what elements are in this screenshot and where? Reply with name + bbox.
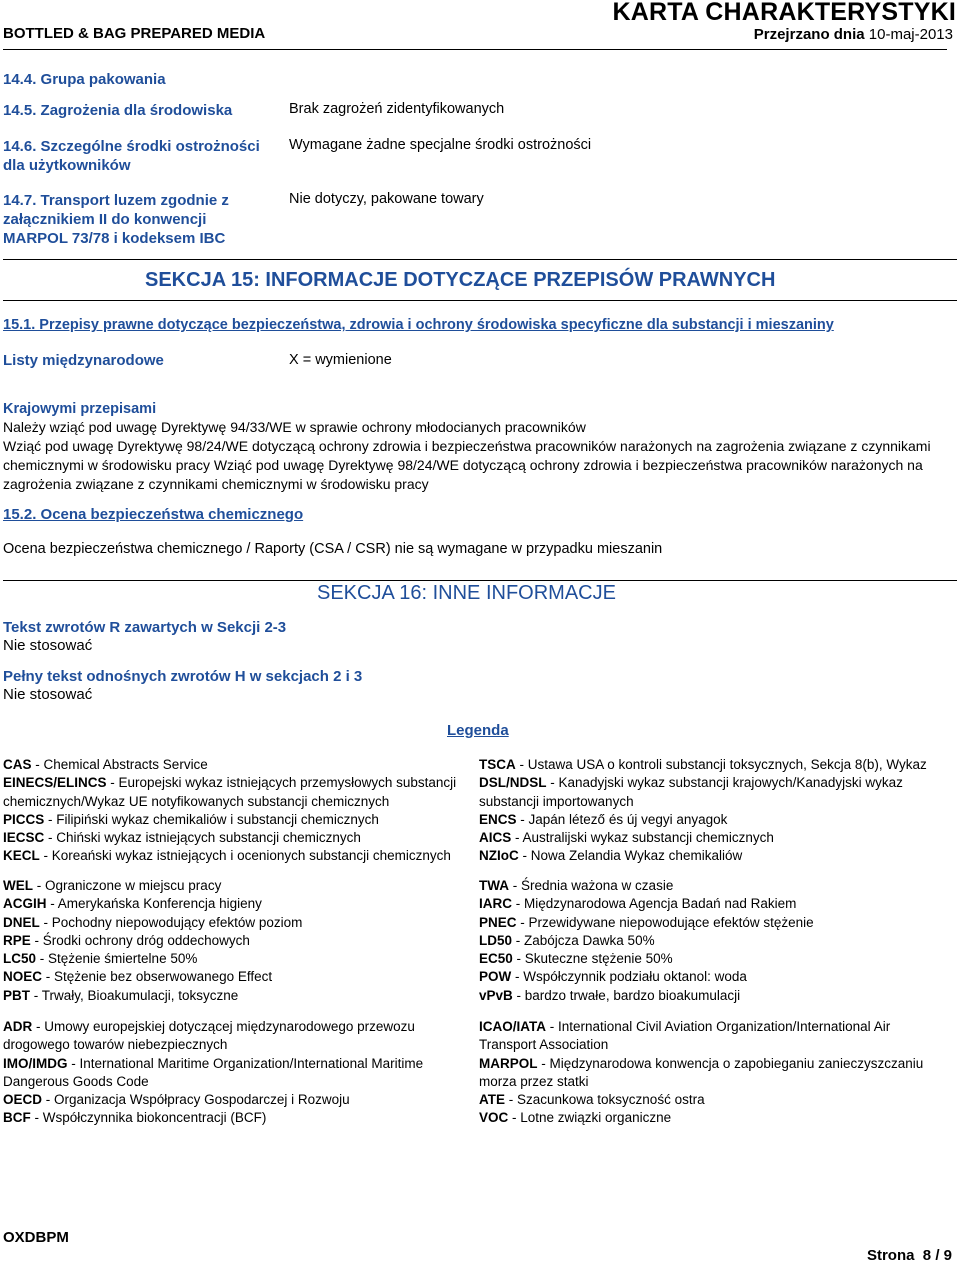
legend-definition: - Europejski wykaz istniejących przemysłowych substancji chemicznych/Wykaz UE notyfikowanych substancji chemicznych [3,775,457,809]
legend-abbreviation: VOC [479,1110,509,1126]
legend-abbreviation: ADR [3,1019,33,1034]
legend-abbreviation: TSCA [479,757,516,772]
legend-definition: - Umowy europejskiej dotyczącej międzynarodowego przewozu drogowego towarów niebezpiecznych [3,1019,415,1053]
legend-abbreviation: ATE [479,1092,505,1108]
legend-abbreviation: CAS [3,757,32,772]
legend-group1-right [479,756,955,866]
legend-abbreviation: IECSC [3,830,45,846]
value-14-6: Wymagane żadne specjalne środki ostrożności [289,137,592,153]
legend-abbreviation: LD50 [479,932,513,948]
international-lists-label: Listy międzynarodowe [3,352,164,369]
label-14-5: 14.5. Zagrożenia dla środowiska [3,102,233,119]
legend-entry [3,811,481,829]
section-16-top-rule [3,580,957,581]
legend-abbreviation: EC50 [479,951,513,967]
legend-abbreviation: EINECS/ELINCS [3,775,107,791]
label-14-4: 14.4. Grupa pakowania [3,71,166,88]
label-14-7-line1: 14.7. Transport luzem zgodnie z [3,192,229,209]
legend-definition: - Filipiński wykaz chemikaliów i substancji chemicznych [44,811,379,827]
legend-abbreviation: OECD [3,1092,43,1108]
legend-group1-left [3,756,481,866]
national-regulations-heading: Krajowymi przepisami [3,401,157,417]
legend-abbreviation: DSL/NDSL [479,775,547,791]
legend-definition: - Stężenie bez obserwowanego Effect [42,969,273,985]
legend-entry [479,1091,949,1109]
section-15-top-rule [3,259,957,260]
legend-abbreviation: RPE [3,932,31,948]
legend-entry [479,774,955,811]
legend-abbreviation: AICS [479,830,512,846]
legend-entry [479,847,955,865]
company-name: BOTTLED & BAG PREPARED MEDIA [3,25,266,42]
legend-abbreviation: IARC [479,896,512,912]
page-separator: / [935,1247,940,1264]
legend-entry [479,932,955,950]
legend-entry [479,895,955,913]
legend-definition: - Współczynnika biokoncentracji (BCF) [30,1110,267,1126]
document-title: KARTA CHARAKTERYSTYKI [612,0,956,26]
legend-entry [479,1018,949,1055]
legend-definition: - Ograniczone w miejscu pracy [33,878,222,893]
legend-abbreviation: ENCS [479,811,517,827]
legend-definition: - Australijski wykaz substancji chemicznych [511,830,774,846]
legend-definition: - Skuteczne stężenie 50% [512,951,673,967]
label-14-7 [3,191,293,248]
legend-abbreviation: TWA [479,878,509,893]
legend-group3-right [479,1018,949,1128]
legend-abbreviation: LC50 [3,951,37,967]
legend-definition: - Stężenie śmiertelne 50% [36,951,198,967]
legend-definition: - Nowa Zelandia Wykaz chemikaliów [518,848,743,864]
legend-entry [479,1055,949,1092]
header-rule [3,49,947,50]
legend-definition: - Koreański wykaz istniejących i ocenionych substancji chemicznych [39,848,451,864]
legend-definition: - Międzynarodowa konwencja o zapobieganiu zanieczyszczaniu morza przez statki [479,1055,924,1089]
r-phrases-heading: Tekst zwrotów R zawartych w Sekcji 2-3 [3,619,287,636]
r-phrases-value: Nie stosować [3,637,93,654]
revision-date-line [754,26,953,43]
legend-abbreviation: NZIoC [479,848,519,864]
legend-entry [479,914,955,932]
legend-entry [479,829,955,847]
legend-group2-right [479,877,955,1005]
legend-entry [3,895,473,913]
legend-entry [3,756,481,774]
legend-entry [479,968,955,986]
legend-entry [3,932,473,950]
label-14-6-line1: 14.6. Szczególne środki ostrożności [3,138,260,155]
legend-abbreviation: ACGIH [3,896,47,912]
legend-definition: - International Civil Aviation Organization/International Air Transport Association [479,1019,891,1053]
legend-abbreviation: PICCS [3,811,45,827]
legend-abbreviation: PBT [3,987,30,1003]
legend-definition: - International Maritime Organization/International Maritime Dangerous Goods Code [3,1055,424,1089]
national-regulations-line2: Wziąć pod uwagę Dyrektywę 98/24/WE dotyczącą ochrony zdrowia i bezpieczeństwa pracowników narażonych na zagrożenia związane z czynnikami chemicznymi w środowisku pracy Wziąć pod uwagę Dyrektywę 98/24/WE dotyczącą ochrony zdrowia i bezpieczeństwa pracowników narażonych na zagrożenia związane z czynnikami chemicznymi w środowisku pracy [3,438,931,492]
legend-abbreviation: KECL [3,848,40,864]
page-total: 9 [943,1247,952,1264]
section-15-bottom-rule [3,300,957,301]
legend-definition: - Współczynnik podziału oktanol: woda [511,969,747,985]
legend-entry [479,1109,949,1127]
value-14-5: Brak zagrożeń zidentyfikowanych [289,101,505,117]
legend-abbreviation: NOEC [3,969,43,985]
legend-entry [3,968,473,986]
legend-group3-left [3,1018,458,1128]
legend-definition: - Trwały, Bioakumulacji, toksyczne [30,987,239,1003]
legend-entry [3,1091,458,1109]
legend-abbreviation: POW [479,969,512,985]
legend-abbreviation: WEL [3,878,33,893]
legend-entry [3,1018,458,1055]
legend-definition: - Pochodny niepowodujący efektów poziom [39,914,303,930]
revision-date: 10-maj-2013 [868,26,953,43]
legend-entry [3,774,481,811]
legend-definition: - Międzynarodowa Agencja Badań nad Rakiem [512,896,797,912]
footer-page-number [867,1247,952,1264]
legend-definition: - Organizacja Współpracy Gospodarczej i Rozwoju [42,1092,350,1108]
page-current: 8 [922,1247,932,1264]
legend-definition: - Środki ochrony dróg oddechowych [30,932,250,948]
legend-entry [3,950,473,968]
legend-definition: - Szacunkowa toksyczność ostra [505,1092,705,1108]
page-label: Strona [866,1247,915,1264]
footer-product-code: OXDBPM [3,1229,69,1246]
legend-entry [3,914,473,932]
legend-abbreviation: DNEL [3,914,40,930]
legend-definition: - Przewidywane niepowodujące efektów stężenie [516,914,814,930]
label-14-7-line3: MARPOL 73/78 i kodeksem IBC [3,230,226,247]
legend-definition: - Chemical Abstracts Service [31,757,208,772]
h-phrases-value: Nie stosować [3,686,93,703]
legend-abbreviation: MARPOL [479,1055,538,1071]
legend-abbreviation: vPvB [479,987,513,1003]
subsection-15-2-title: 15.2. Ocena bezpieczeństwa chemicznego [3,506,304,523]
legend-heading: Legenda [447,722,509,739]
legend-entry [3,987,473,1005]
legend-abbreviation: IMO/IMDG [3,1055,68,1071]
legend-entry [3,847,481,865]
revision-label: Przejrzano dnia [753,26,865,43]
international-lists-value: X = wymienione [289,352,392,368]
legend-entry [3,1109,458,1127]
legend-entry [479,987,955,1005]
h-phrases-heading: Pełny tekst odnośnych zwrotów H w sekcjach 2 i 3 [3,668,363,685]
legend-entry [3,829,481,847]
legend-definition: - Średnia ważona w czasie [509,878,674,893]
legend-abbreviation: BCF [3,1110,31,1126]
legend-definition: - bardzo trwałe, bardzo bioakumulacji [512,987,741,1003]
label-14-6 [3,137,293,175]
legend-definition: - Lotne związki organiczne [508,1110,672,1126]
section-16-title: SEKCJA 16: INNE INFORMACJE [317,582,616,604]
label-14-6-line2: dla użytkowników [3,157,131,174]
legend-group2-left [3,877,473,1005]
csa-statement: Ocena bezpieczeństwa chemicznego / Raporty (CSA / CSR) nie są wymagane w przypadku mieszanin [3,541,663,557]
legend-entry [479,950,955,968]
legend-definition: - Japán létező és új vegyi anyagok [516,811,728,827]
legend-definition: - Zabójcza Dawka 50% [512,932,655,948]
legend-definition: - Chiński wykaz istniejących substancji chemicznych [44,830,361,846]
legend-definition: - Ustawa USA o kontroli substancji toksycznych, Sekcja 8(b), Wykaz [515,757,927,772]
legend-abbreviation: PNEC [479,914,517,930]
legend-entry [479,877,955,895]
legend-entry [3,877,473,895]
legend-entry [479,756,955,774]
section-15-title: SEKCJA 15: INFORMACJE DOTYCZĄCE PRZEPISÓW PRAWNYCH [145,269,776,291]
legend-definition: - Amerykańska Konferencja higieny [46,896,262,912]
label-14-7-line2: załącznikiem II do konwencji [3,211,207,228]
value-14-7: Nie dotyczy, pakowane towary [289,191,484,207]
legend-definition: - Kanadyjski wykaz substancji krajowych/Kanadyjski wykaz substancji importowanych [479,775,903,809]
legend-abbreviation: ICAO/IATA [479,1019,546,1034]
legend-entry [479,811,955,829]
national-regulations-line1: Należy wziąć pod uwagę Dyrektywę 94/33/WE w sprawie ochrony młodocianych pracowników [3,419,586,435]
subsection-15-1-title: 15.1. Przepisy prawne dotyczące bezpieczeństwa, zdrowia i ochrony środowiska specyficzne dla substancji i mieszaniny [3,317,834,333]
legend-entry [3,1055,458,1092]
